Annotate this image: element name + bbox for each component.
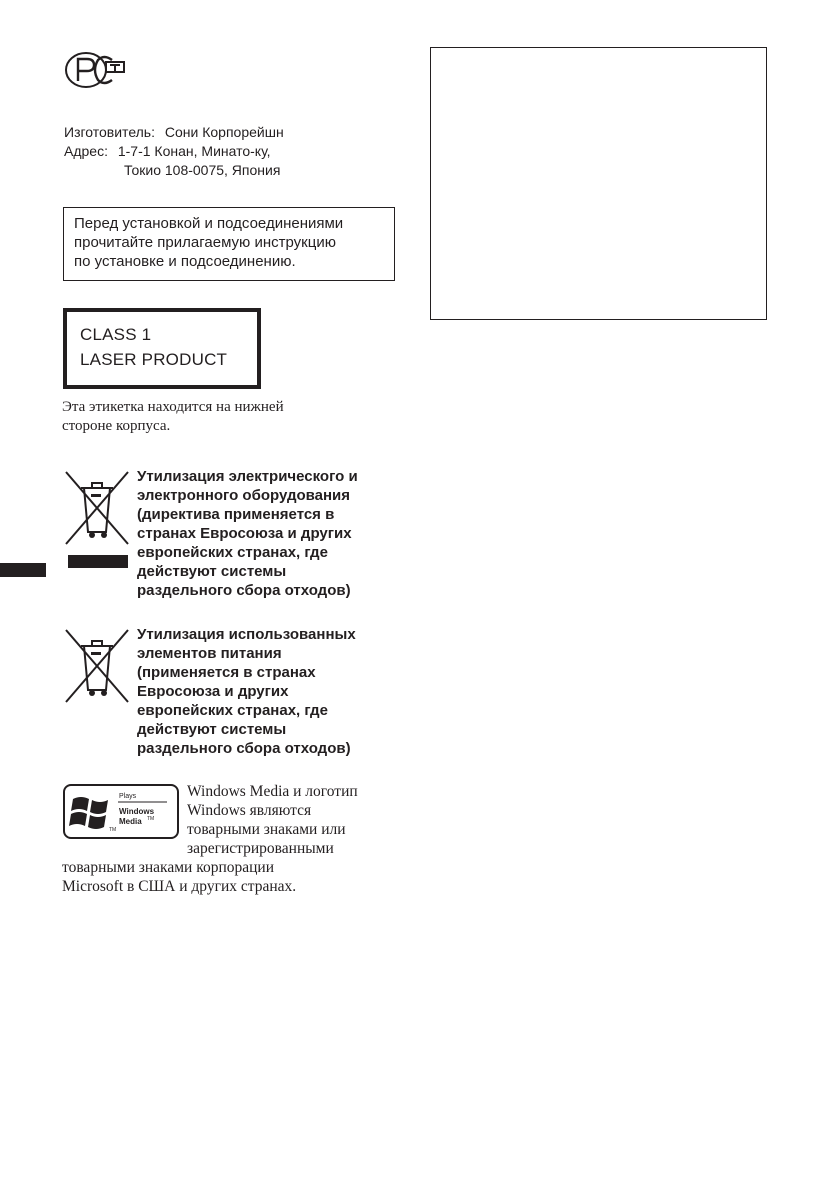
disposal-line: странах Евросоюза и других bbox=[137, 525, 352, 542]
notice-line: Перед установкой и подсоединениями bbox=[74, 215, 344, 232]
wm-line: Windows являются bbox=[187, 802, 312, 819]
disposal-line: действуют системы bbox=[137, 721, 287, 738]
wm-line: Windows Media и логотип bbox=[187, 783, 358, 800]
disposal-line: действуют системы bbox=[137, 563, 287, 580]
notice-line: по установке и подсоединению. bbox=[74, 253, 296, 270]
wm-line: Microsoft в США и других странах. bbox=[62, 878, 297, 895]
pct-certification-logo bbox=[60, 48, 132, 92]
installation-notice-box bbox=[63, 207, 395, 281]
plays-windows-media-logo bbox=[63, 784, 179, 839]
laser-class-label bbox=[63, 308, 261, 389]
address-line-2: Токио 108-0075, Япония bbox=[124, 162, 281, 178]
disposal-line: элементов питания bbox=[137, 645, 282, 662]
notice-line: прочитайте прилагаемую инструкцию bbox=[74, 234, 336, 251]
battery-disposal-text bbox=[137, 625, 397, 758]
equipment-disposal-text bbox=[137, 467, 397, 600]
laser-product-text: LASER PRODUCT bbox=[80, 350, 228, 369]
bin-underline-bar bbox=[68, 555, 128, 568]
laser-note-line: Эта этикетка находится на нижней bbox=[62, 399, 284, 415]
disposal-line: Евросоюза и других bbox=[137, 683, 289, 700]
logo-tm-text: TM bbox=[147, 816, 155, 822]
wm-line: зарегистрированными bbox=[187, 840, 334, 857]
disposal-line: европейских странах, где bbox=[137, 544, 328, 561]
disposal-line: (директива применяется в bbox=[137, 506, 335, 523]
laser-label-note bbox=[62, 398, 362, 436]
logo-media-text: Media bbox=[119, 817, 142, 826]
wm-line: товарными знаками корпорации bbox=[62, 859, 275, 876]
address-line-1: 1-7-1 Конан, Минато-ку, bbox=[117, 143, 271, 159]
address-row bbox=[64, 142, 271, 161]
page-edge-tab bbox=[0, 563, 46, 577]
manufacturer-row bbox=[64, 123, 284, 142]
crossed-out-bin-icon bbox=[64, 624, 130, 704]
logo-windows-text: Windows bbox=[119, 807, 155, 816]
manufacturer-label: Изготовитель: bbox=[64, 124, 155, 140]
disposal-line: европейских странах, где bbox=[137, 702, 328, 719]
empty-frame bbox=[430, 47, 767, 320]
disposal-line: Утилизация использованных bbox=[137, 626, 356, 643]
disposal-line: Утилизация электрического и bbox=[137, 468, 358, 485]
laser-note-line: стороне корпуса. bbox=[62, 418, 171, 434]
logo-tm-text: TM bbox=[109, 827, 117, 833]
laser-class-text: CLASS 1 bbox=[80, 325, 152, 344]
address-label: Адрес: bbox=[64, 143, 108, 159]
manufacturer-name: Сони Корпорейшн bbox=[164, 124, 284, 140]
wm-line: товарными знаками или bbox=[187, 821, 346, 838]
disposal-line: раздельного сбора отходов) bbox=[137, 582, 351, 599]
logo-plays-text: Plays bbox=[119, 793, 137, 800]
crossed-out-bin-icon bbox=[64, 466, 130, 546]
disposal-line: (применяется в странах bbox=[137, 664, 316, 681]
disposal-line: раздельного сбора отходов) bbox=[137, 740, 351, 757]
disposal-line: электронного оборудования bbox=[137, 487, 351, 504]
